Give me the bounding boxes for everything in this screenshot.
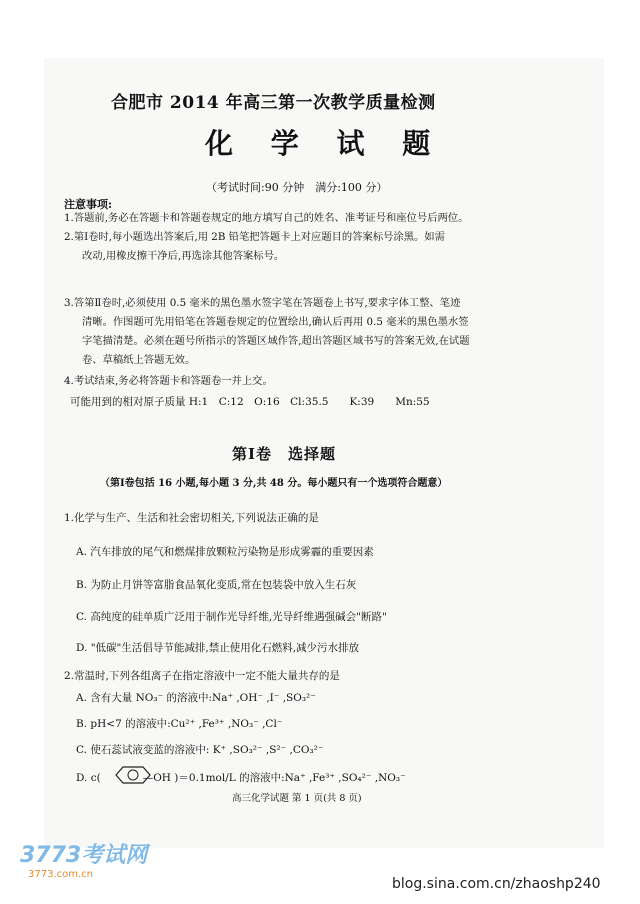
note-line: 卷、草稿纸上答题无效。 xyxy=(82,354,196,366)
watermark-blog: blog.sina.com.cn/zhaoshp240 xyxy=(392,876,601,892)
question-1-option-c: C. 高纯度的硅单质广泛用于制作光导纤维,光导纤维遇强碱会"断路" xyxy=(76,611,387,623)
note-line: 清晰。作图题可先用铅笔在答题卷规定的位置绘出,确认后再用 0.5 毫米的黑色墨水签 xyxy=(82,316,469,328)
subject-title: 化 学 试 题 xyxy=(205,127,445,160)
question-1-option-a: A. 汽车排放的尾气和燃煤排放颗粒污染物是形成雾霾的重要因素 xyxy=(76,546,374,558)
watermark-logo: 3773考试网 xyxy=(20,843,148,868)
question-2-stem: 2.常温时,下列各组离子在指定溶液中一定不能大量共存的是 xyxy=(64,670,340,682)
section-note: （第Ⅰ卷包括 16 小题,每小题 3 分,共 48 分。每小题只有一个选项符合题意） xyxy=(100,478,448,489)
atomic-mass-line: 可能用到的相对原子质量 H:1 C:12 O:16 Cl:35.5 K:39 Mn:55 xyxy=(70,396,430,408)
page-footer: 高三化学试题 第 1 页(共 8 页) xyxy=(232,793,362,804)
note-line: 3.答第Ⅱ卷时,必须使用 0.5 毫米的黑色墨水签字笔在答题卷上书写,要求字体工整、笔迹 xyxy=(64,297,461,309)
question-1-stem: 1.化学与生产、生活和社会密切相关,下列说法正确的是 xyxy=(64,512,319,524)
question-2-option-b: B. pH<7 的溶液中:Cu²⁺ ,Fe³⁺ ,NO₃⁻ ,Cl⁻ xyxy=(76,718,283,730)
section-title: 第Ⅰ卷 选择题 xyxy=(232,445,337,463)
note-line: 改动,用橡皮擦干净后,再选涂其他答案标号。 xyxy=(82,250,285,262)
note-line: 4.考试结束,务必将答题卡和答题卷一并上交。 xyxy=(64,375,273,387)
notes-label: 注意事项: xyxy=(64,198,113,211)
note-line: 1.答题前,务必在答题卡和答题卷规定的地方填写自己的姓名、准考证号和座位号后两位。 xyxy=(64,212,469,224)
question-2-option-d: D. c( —OH )＝0.1mol/L 的溶液中:Na⁺ ,Fe³⁺ ,SO₄²⁻ ,NO₃⁻ xyxy=(76,772,406,784)
exam-title: 合肥市 2014 年高三第一次教学质量检测 xyxy=(111,93,436,113)
note-line: 2.第Ⅰ卷时,每小题选出答案后,用 2B 铅笔把答题卡上对应题目的答案标号涂黑。如需 xyxy=(64,231,445,243)
benzene-ring-icon xyxy=(110,765,156,785)
watermark-site: 3773.com.cn xyxy=(28,869,93,880)
note-line: 字笔描清楚。必须在题号所指示的答题区域作答,超出答题区域书写的答案无效,在试题 xyxy=(82,335,470,347)
question-1-option-d: D. "低碳"生活倡导节能减排,禁止使用化石燃料,减少污水排放 xyxy=(76,642,360,654)
question-1-option-b: B. 为防止月饼等富脂食品氧化变质,常在包装袋中放入生石灰 xyxy=(76,579,357,591)
question-2-option-c: C. 使石蕊试液变蓝的溶液中: K⁺ ,SO₃²⁻ ,S²⁻ ,CO₃²⁻ xyxy=(76,744,324,756)
exam-info: （考试时间:90 分钟 满分:100 分） xyxy=(206,181,388,194)
question-2-option-a: A. 含有大量 NO₃⁻ 的溶液中:Na⁺ ,OH⁻ ,I⁻ ,SO₃²⁻ xyxy=(76,692,316,704)
